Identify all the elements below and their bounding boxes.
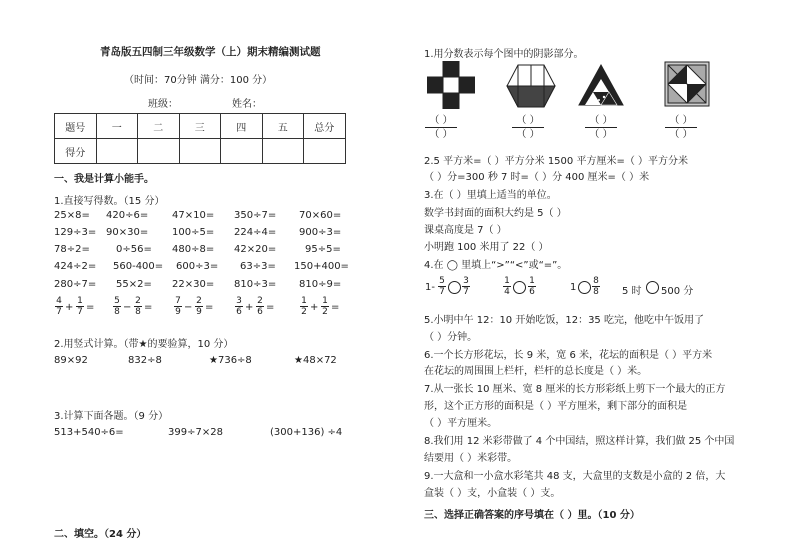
score-input-cell[interactable] — [138, 139, 180, 164]
fraction: 1 6 — [529, 276, 535, 297]
rq7-line3: （ ）平方厘米。 — [424, 418, 498, 429]
rq4-title: 4.在 ◯ 里填上“>”“<”或“=”。 — [424, 260, 568, 271]
fraction-answer-blank[interactable]: （ ） （ ） — [665, 115, 697, 140]
triangle-figure — [578, 64, 624, 106]
calc-item: 810÷3= — [234, 279, 277, 290]
rq3-c: 小明跑 100 米用了 22（ ） — [424, 242, 549, 253]
calc-item: 55×2= — [116, 279, 152, 290]
calc-item: 224÷4= — [234, 227, 277, 238]
compare-whole: 1- — [425, 282, 435, 293]
compare-left-value: 5 时 — [622, 286, 642, 297]
fraction: 2 9 — [196, 296, 202, 317]
vertical-calc-item: ★736÷8 — [209, 355, 252, 366]
calc-item: 100÷5= — [172, 227, 215, 238]
fraction: 1 7 — [77, 296, 83, 317]
table-cell: 题号 — [55, 114, 97, 139]
compare-right-value: 500 分 — [661, 286, 694, 297]
fraction: 3 7 — [463, 276, 469, 297]
section-1-heading: 一、我是计算小能手。 — [54, 174, 154, 185]
rq6-line1: 6.一个长方形花坛，长 9 米，宽 6 米，花坛的面积是（ ）平方米 — [424, 350, 713, 361]
rq8-line2: 结要用（ ）米彩带。 — [424, 453, 518, 464]
fraction: 4 7 — [56, 296, 62, 317]
calc-item: 25×8= — [54, 210, 90, 221]
compare-circle-blank[interactable] — [448, 281, 461, 294]
fraction: 2 6 — [257, 296, 263, 317]
calc-item: 420÷6= — [106, 210, 149, 221]
table-cell: 三 — [179, 114, 221, 139]
rq9-line2: 盒装（ ）支，小盒装（ ）支。 — [424, 488, 561, 499]
operator: − — [123, 302, 132, 313]
equals: = — [144, 302, 153, 313]
vertical-calc-item: 832÷8 — [128, 355, 162, 366]
calc-item: 42×20= — [234, 244, 277, 255]
calc-item: 78÷2= — [54, 244, 90, 255]
class-label: 班级： — [148, 99, 178, 110]
rq3-b: 课桌高度是 7（ ） — [424, 225, 507, 236]
compare-left-value: 1 — [570, 282, 577, 293]
rq2-line2: （ ）分=300 秒 7 时=（ ）分 400 厘米=（ ）米 — [424, 172, 650, 183]
table-cell: 五 — [262, 114, 304, 139]
table-cell: 四 — [221, 114, 263, 139]
rq1-title: 1.用分数表示每个图中的阴影部分。 — [424, 49, 584, 60]
table-cell: 一 — [96, 114, 138, 139]
operator: + — [245, 302, 254, 313]
page-title: 青岛版五四制三年级数学（上）期末精编测试题 — [100, 46, 321, 58]
rq8-line1: 8.我们用 12 米彩带做了 4 个中国结，照这样计算，我们做 25 个中国 — [424, 436, 735, 447]
compare-circle-blank[interactable] — [578, 281, 591, 294]
mixed-calc-item: 399÷7×28 — [168, 427, 223, 438]
calc-item: 600÷3= — [176, 261, 219, 272]
operator: + — [65, 302, 74, 313]
calc-item: 350÷7= — [234, 210, 277, 221]
score-table-score-row — [55, 139, 346, 164]
compare-circle-blank[interactable] — [513, 281, 526, 294]
time-score: （时间：70分钟 满分：100 分） — [124, 75, 273, 86]
fraction: 5 8 — [114, 296, 120, 317]
vertical-calc-item: 89×92 — [54, 355, 88, 366]
square-diamond-figure — [664, 61, 710, 107]
compare-circle-blank[interactable] — [646, 281, 659, 294]
calc-item: 424÷2= — [54, 261, 97, 272]
fraction: 5 7 — [439, 276, 445, 297]
operator: − — [184, 302, 193, 313]
fraction: 1 2 — [301, 296, 307, 317]
calc-item: 63÷3= — [240, 261, 276, 272]
calc-item: 70×60= — [299, 210, 342, 221]
cross-squares-figure — [427, 61, 475, 109]
calc-item: 480÷8= — [172, 244, 215, 255]
calc-item: 47×10= — [172, 210, 215, 221]
rq2-line1: 2.5 平方米=（ ）平方分米 1500 平方厘米=（ ）平方分米 — [424, 156, 689, 167]
q3-title: 3.计算下面各题。（9 分） — [54, 411, 169, 422]
calc-item: 90×30= — [106, 227, 149, 238]
fraction-answer-blank[interactable]: （ ） （ ） — [512, 115, 544, 140]
score-table-header-row — [55, 114, 346, 139]
calc-item: 810÷9= — [299, 279, 342, 290]
fraction-answer-blank[interactable]: （ ） （ ） — [425, 115, 457, 140]
q1-title: 1.直接写得数。（15 分） — [54, 196, 165, 207]
calc-item: 95÷5= — [305, 244, 341, 255]
section-3-heading: 三、选择正确答案的序号填在（ ）里。（10 分） — [424, 510, 640, 521]
name-label: 姓名： — [232, 99, 262, 110]
table-cell: 得分 — [55, 139, 97, 164]
equals: = — [331, 302, 340, 313]
score-input-cell[interactable] — [262, 139, 304, 164]
score-input-cell[interactable] — [96, 139, 138, 164]
rq5-line2: （ ）分钟。 — [424, 332, 478, 343]
fraction: 7 9 — [175, 296, 181, 317]
rq3-title: 3.在（ ）里填上适当的单位。 — [424, 190, 557, 201]
fraction: 3 6 — [236, 296, 242, 317]
score-input-cell[interactable] — [179, 139, 221, 164]
calc-item: 280÷7= — [54, 279, 97, 290]
rq9-line1: 9.一大盒和一小盒水彩笔共 48 支，大盒里的支数是小盒的 2 倍，大 — [424, 471, 726, 482]
equals: = — [86, 302, 95, 313]
fraction: 2 8 — [135, 296, 141, 317]
fraction: 8 8 — [593, 276, 599, 297]
vertical-calc-item: ★48×72 — [294, 355, 337, 366]
fraction: 1 4 — [504, 276, 510, 297]
rq7-line2: 形，这个正方形的面积是（ ）平方厘米，剩下部分的面积是 — [424, 401, 688, 412]
mixed-calc-item: (300+136) ÷4 — [270, 427, 343, 438]
calc-item: 129÷3= — [54, 227, 97, 238]
table-cell: 二 — [138, 114, 180, 139]
score-table — [54, 113, 346, 164]
mixed-calc-item: 513+540÷6= — [54, 427, 124, 438]
section-2-heading: 二、填空。（24 分） — [54, 529, 147, 540]
fraction: 1 2 — [322, 296, 328, 317]
operator: + — [310, 302, 319, 313]
rq5-line1: 5.小明中午 12：10 开始吃饭，12：35 吃完，他吃中午饭用了 — [424, 315, 704, 326]
calc-item: 150+400= — [294, 261, 349, 272]
calc-item: 560-400= — [113, 261, 164, 272]
rq6-line2: 在花坛的周围围上栏杆，栏杆的总长度是（ ）米。 — [424, 366, 648, 377]
rq3-a: 数学书封面的面积大约是 5（ ） — [424, 208, 567, 219]
rq7-line1: 7.从一张长 10 厘米、宽 8 厘米的长方形彩纸上剪下一个最大的正方 — [424, 384, 726, 395]
hexagon-figure — [506, 64, 556, 108]
calc-item: 0÷56= — [116, 244, 152, 255]
equals: = — [266, 302, 275, 313]
fraction-answer-blank[interactable]: （ ） （ ） — [585, 115, 617, 140]
q2-title: 2.用竖式计算。（带★的要验算，10 分） — [54, 339, 234, 350]
score-input-cell[interactable] — [221, 139, 263, 164]
table-cell: 总分 — [304, 114, 346, 139]
calc-item: 22×30= — [172, 279, 215, 290]
calc-item: 900÷3= — [299, 227, 342, 238]
equals: = — [205, 302, 214, 313]
score-input-cell[interactable] — [304, 139, 346, 164]
